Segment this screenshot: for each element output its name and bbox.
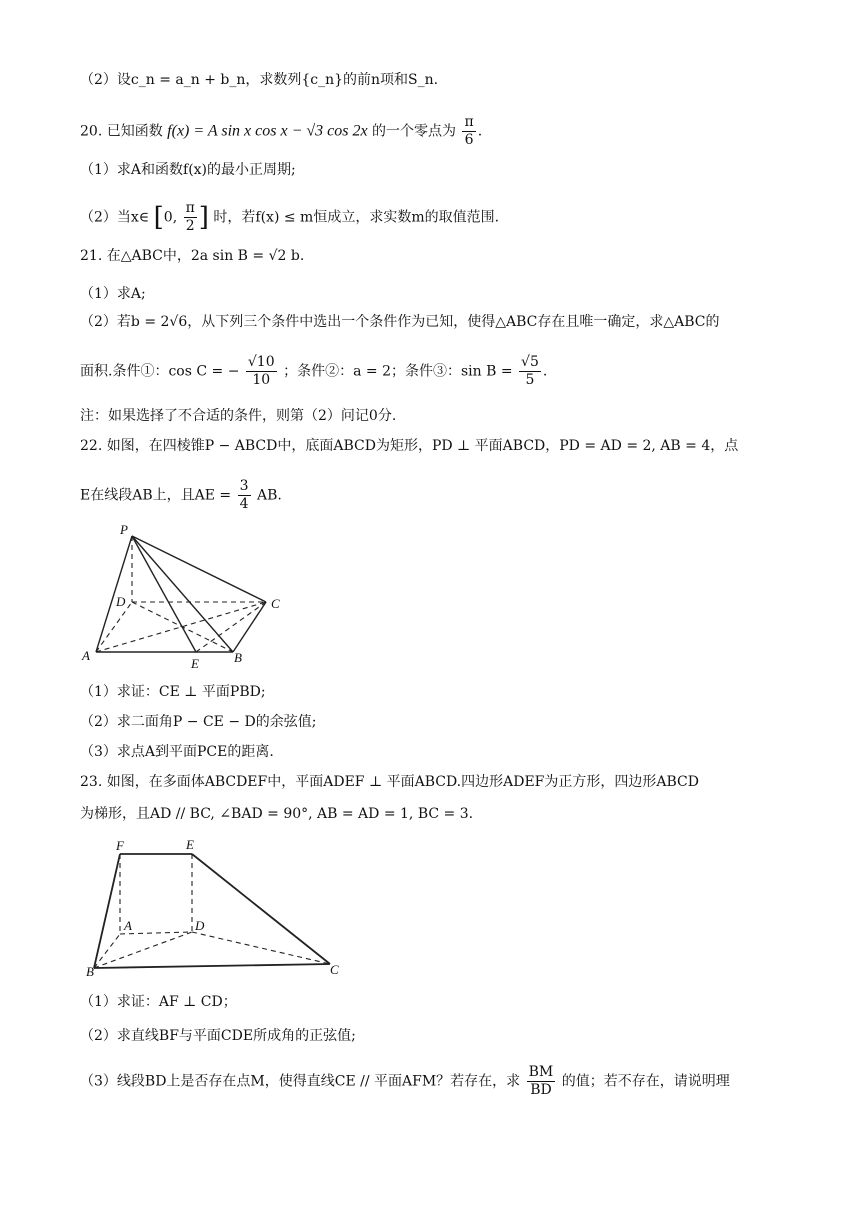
q20-part2 <box>80 200 788 235</box>
edge-pb <box>132 536 233 652</box>
fraction-numerator: π <box>185 200 195 216</box>
right-bracket: ] <box>198 202 209 233</box>
condition1-prefix: 面积.条件①：cos C = − <box>80 363 240 380</box>
interval-left: 0, <box>163 209 178 226</box>
q20-stem-mid: 的一个零点为 <box>372 123 457 140</box>
q20-part2-suffix: 时，若f(x) ≤ m恒成立，求实数m的取值范围. <box>213 209 500 226</box>
q22-stem-line1: 22. 如图，在四棱锥P − ABCD中，底面ABCD为矩形，PD ⊥ 平面ABCD，PD = AD = 2, AB = 4，点 <box>80 438 739 454</box>
q22-part1: （1）求证：CE ⊥ 平面PBD; <box>80 684 266 700</box>
q20-zero-fraction <box>462 114 475 149</box>
label-c: C <box>271 596 280 611</box>
fraction-denominator: 5 <box>525 372 535 388</box>
edge-pe <box>132 536 196 652</box>
fraction-numerator: √10 <box>247 354 275 370</box>
edge-bc <box>94 964 330 968</box>
label-a: A <box>82 648 90 663</box>
label-b: B <box>234 650 242 665</box>
condition2: ；条件②：a = 2；条件③：sin B = <box>283 363 513 380</box>
q22-part2: （2）求二面角P − CE − D的余弦值; <box>80 714 317 730</box>
label-f: F <box>116 838 124 853</box>
q21-part2-line1: （2）若b = 2√6，从下列三个条件中选出一个条件作为已知，使得△ABC存在且唯一确定，求△ABC的 <box>80 314 720 330</box>
q22-stem-line2-suffix: AB. <box>256 487 282 504</box>
label-p: P <box>120 522 128 537</box>
interval-fraction <box>184 200 197 235</box>
q22-part3: （3）求点A到平面PCE的距离. <box>80 744 274 760</box>
fraction-numerator: BM <box>528 1064 554 1080</box>
q23-stem-line1: 23. 如图，在多面体ABCDEF中，平面ADEF ⊥ 平面ABCD.四边形ADEF为正方形，四边形ABCD <box>80 774 699 790</box>
q22-stem-line2 <box>80 478 788 513</box>
condition3-fraction <box>519 354 541 389</box>
q21-note: 注：如果选择了不合适的条件，则第（2）问记0分. <box>80 408 397 424</box>
edge-ec <box>192 854 330 964</box>
q21-conditions <box>80 354 788 389</box>
q19-part2: （2）设c_n = a_n + b_n，求数列{c_n}的前n项和S_n. <box>80 72 439 88</box>
label-d: D <box>116 594 126 609</box>
q21-part1: （1）求A; <box>80 286 146 302</box>
edge-pc <box>132 536 266 602</box>
q23-stem-line2: 为梯形，且AD // BC, ∠BAD = 90°, AB = AD = 1, BC = 3. <box>80 806 474 822</box>
label-b: B <box>86 964 94 979</box>
q22-stem-line2-prefix: E在线段AB上，且AE = <box>80 487 232 504</box>
condition1-fraction <box>246 354 277 389</box>
q23-part3-suffix: 的值；若不存在，请说明理 <box>561 1073 730 1090</box>
q20-stem-end: . <box>477 123 483 140</box>
q23-part1: （1）求证：AF ⊥ CD； <box>80 994 237 1010</box>
condition-end: . <box>542 363 548 380</box>
left-bracket: [ <box>153 202 164 233</box>
q20-stem <box>80 114 788 149</box>
q20-function-expr: f(x) = A sin x cos x − √3 cos 2x <box>167 122 368 140</box>
label-a: A <box>124 918 132 933</box>
edge-ac <box>96 602 266 652</box>
q23-part3-prefix: （3）线段BD上是否存在点M，使得直线CE // 平面AFM？若存在，求 <box>80 1073 521 1090</box>
fraction-denominator: 6 <box>464 132 474 148</box>
q20-stem-prefix: 20. 已知函数 <box>80 123 163 140</box>
label-e: E <box>191 656 199 671</box>
label-c: C <box>330 962 339 977</box>
bm-bd-fraction <box>527 1064 556 1099</box>
edge-ec <box>196 602 266 652</box>
edge-bd <box>94 932 192 968</box>
q23-part2: （2）求直线BF与平面CDE所成角的正弦值; <box>80 1028 356 1044</box>
fraction-denominator: 4 <box>239 496 249 512</box>
edge-ad <box>96 602 132 652</box>
fraction-denominator: 2 <box>185 218 195 234</box>
q20-part2-prefix: （2）当x∈ <box>80 209 150 226</box>
q23-polyhedron-figure <box>80 836 350 982</box>
fraction-denominator: 10 <box>252 372 271 388</box>
q20-part1: （1）求A和函数f(x)的最小正周期; <box>80 162 296 178</box>
q23-part3 <box>80 1064 788 1099</box>
q21-stem: 21. 在△ABC中，2a sin B = √2 b. <box>80 248 305 264</box>
fraction-denominator: BD <box>530 1082 552 1098</box>
ae-fraction <box>238 478 251 513</box>
fraction-numerator: √5 <box>521 354 539 370</box>
label-d: D <box>195 918 205 933</box>
label-e: E <box>186 837 194 852</box>
q22-pyramid-figure <box>76 520 296 676</box>
fraction-numerator: π <box>464 114 474 130</box>
fraction-numerator: 3 <box>239 478 249 494</box>
edge-bc <box>233 602 266 652</box>
edge-pa <box>96 536 132 652</box>
